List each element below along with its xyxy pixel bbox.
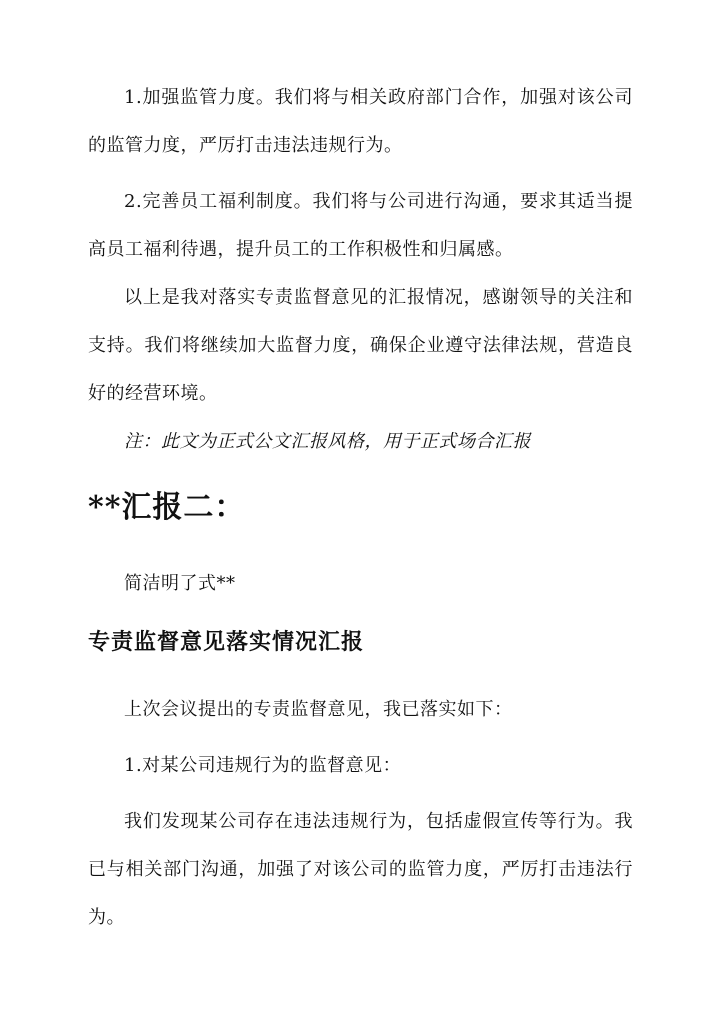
paragraph-item-1-detail: 我们发现某公司存在违法违规行为，包括虚假宣传等行为。我已与相关部门沟通，加强了对该公司的监管力度，严厉打击违法行为。 [88,811,633,928]
report-title: 专责监督意见落实情况汇报 [88,629,365,655]
paragraph-measure-2: 2.完善员工福利制度。我们将与公司进行沟通，要求其适当提高员工福利待遇，提升员工的工作积极性和归属感。 [88,191,633,260]
paragraph-measure-1: 1.加强监管力度。我们将与相关政府部门合作，加强对该公司的监管力度，严厉打击违法违规行为。 [88,87,633,156]
paragraph-conclusion: 以上是我对落实专责监督意见的汇报情况，感谢领导的关注和支持。我们将继续加大监督力度，确保企业遵守法律法规，营造良好的经营环境。 [88,287,633,404]
paragraph-style-label: 简洁明了式** [124,573,236,594]
paragraph-item-1: 1.对某公司违规行为的监督意见： [124,755,402,776]
heading-report-two: **汇报二： [88,490,246,525]
paragraph-intro: 上次会议提出的专责监督意见，我已落实如下： [124,699,513,720]
note-text: 注：此文为正式公文汇报风格，用于正式场合汇报 [124,431,531,452]
